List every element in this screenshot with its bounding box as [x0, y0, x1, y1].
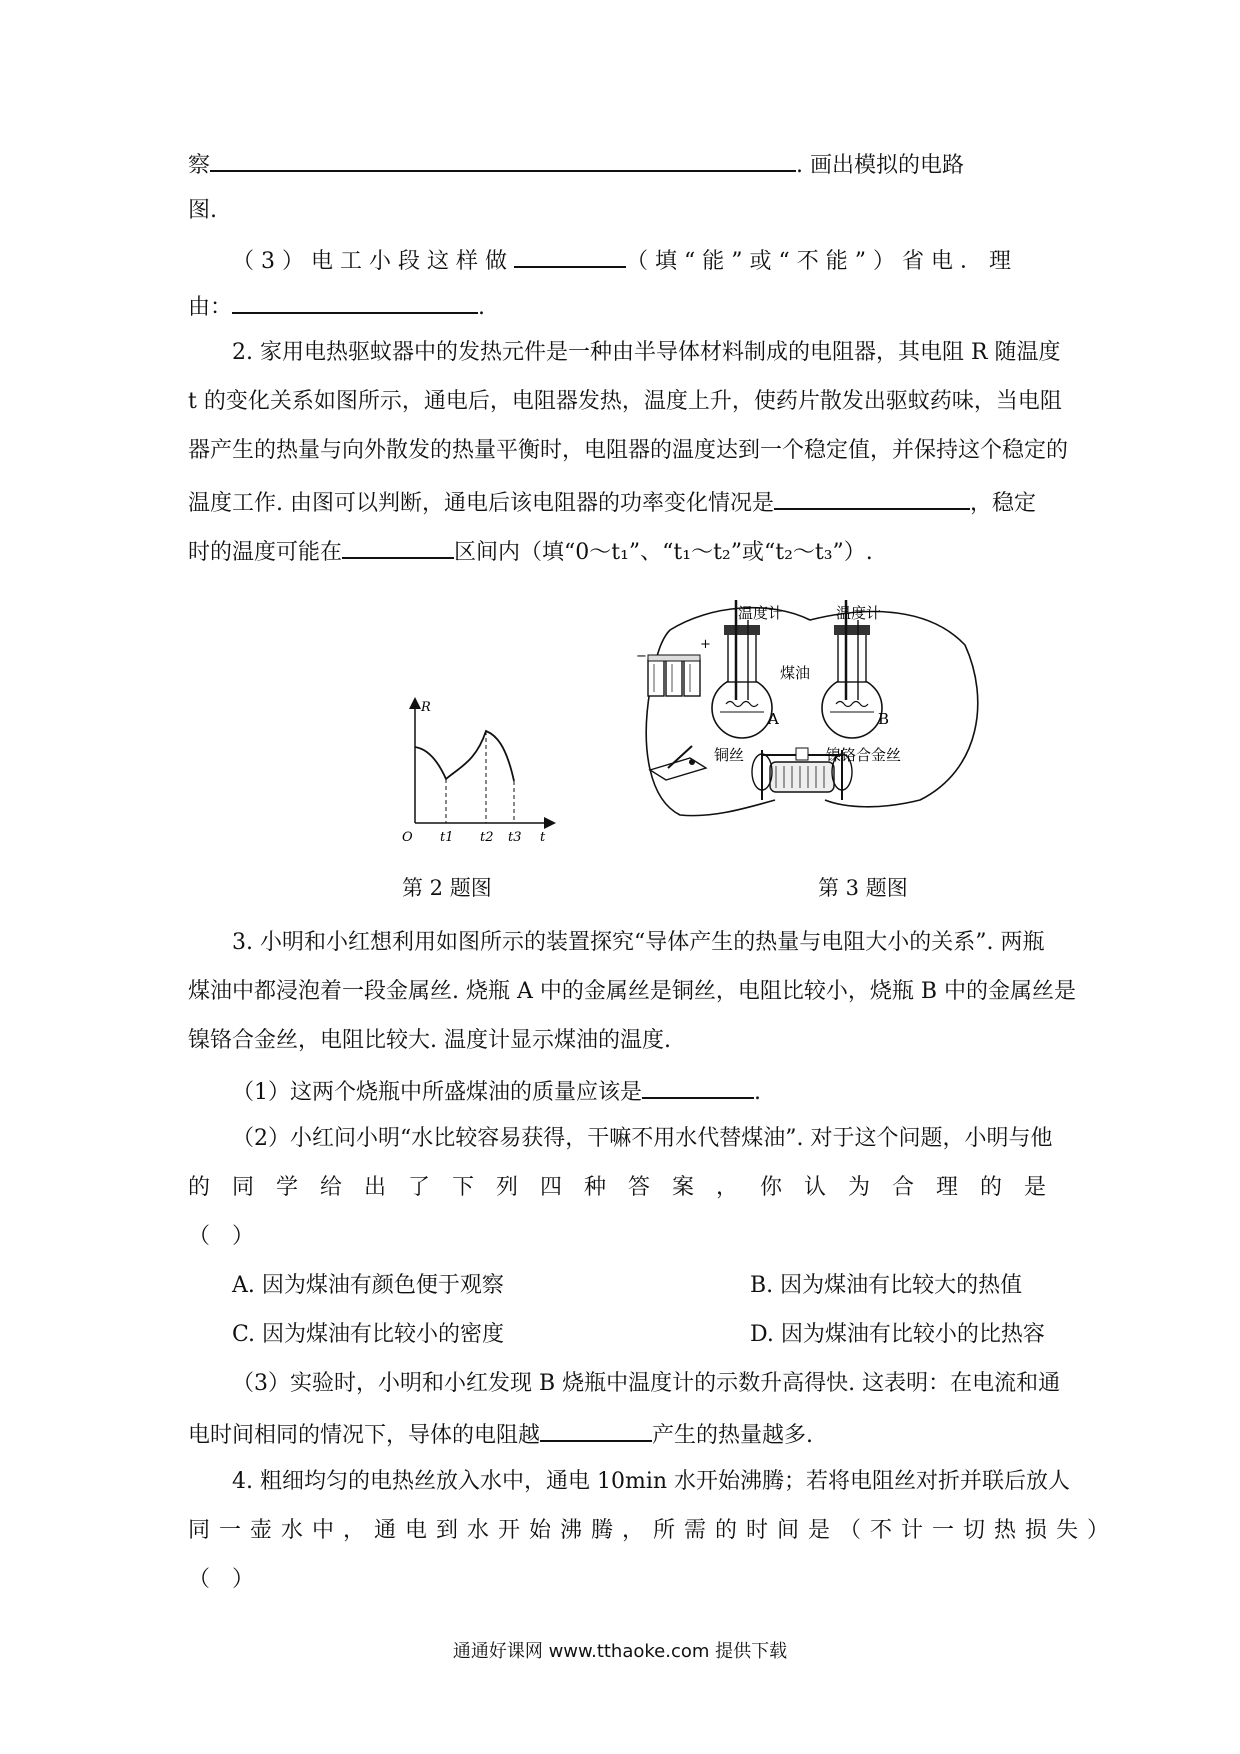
figure-3-apparatus — [630, 600, 1002, 855]
answer-blank-5[interactable] — [342, 535, 454, 559]
line8-start: 温度工作. 由图可以判断，通电后该电阻器的功率变化情况是 — [188, 491, 774, 516]
answer-blank-3[interactable] — [232, 290, 478, 314]
tick-t1: t1 — [440, 830, 454, 845]
resistance-curve — [415, 731, 514, 781]
x-axis-label: t — [540, 830, 546, 845]
answer-blank-1[interactable] — [210, 148, 796, 172]
text-line-16: （ ） — [188, 1224, 255, 1249]
line3-start: （3）电工小段这样做 — [232, 249, 514, 274]
flask-a-label: A — [768, 710, 779, 728]
text-line-15: 的同学给出了下列四种答案，你认为合理的是 — [188, 1175, 1069, 1200]
text-line-21: （ ） — [188, 1567, 255, 1592]
plus-label: + — [700, 637, 711, 652]
answer-blank-7[interactable] — [540, 1418, 652, 1442]
footer-credit: 通通好课网 www.tthaoke.com 提供下载 — [452, 1641, 788, 1662]
text-line-14: （2）小红问小明“水比较容易获得，干嘛不用水代替煤油”. 对于这个问题，小明与他 — [232, 1126, 1053, 1151]
text-line-4 — [188, 290, 1060, 323]
text-line-6: t 的变化关系如图所示，通电后，电阻器发热，温度上升，使药片散发出驱蚊药味，当电阻 — [188, 389, 1062, 414]
line9-end: 区间内（填“0～t₁”、“t₁～t₂”或“t₂～t₃”）. — [454, 540, 873, 565]
kerosene-label: 煤油 — [780, 664, 811, 682]
option-d[interactable]: D. 因为煤油有比较小的比热容 — [750, 1322, 1045, 1347]
line4-start: 由： — [188, 295, 233, 320]
line8-end: ，稳定 — [970, 491, 1037, 516]
figure-3-caption: 第 3 题图 — [818, 876, 908, 900]
switch-icon — [650, 746, 706, 780]
y-axis-label: R — [421, 700, 431, 715]
text-line-5: 2. 家用电热驱蚊器中的发热元件是一种由半导体材料制成的电阻器，其电阻 R 随温度 — [232, 340, 1061, 365]
answer-blank-2[interactable] — [514, 244, 626, 268]
option-c[interactable]: C. 因为煤油有比较小的密度 — [232, 1322, 505, 1347]
line3-end: （填“能”或“不能”）省电．理 — [626, 249, 1018, 274]
option-b[interactable]: B. 因为煤油有比较大的热值 — [750, 1273, 1023, 1298]
text-line-7: 器产生的热量与向外散发的热量平衡时，电阻器的温度达到一个稳定值，并保持这个稳定的 — [188, 438, 1069, 463]
nichrome-wire-label: 镍铬合金丝 — [826, 746, 902, 764]
copper-wire-label: 铜丝 — [714, 746, 745, 764]
text-line-3 — [232, 244, 1060, 277]
line9-start: 时的温度可能在 — [188, 540, 343, 565]
answer-blank-4[interactable] — [774, 486, 970, 510]
figure-2-caption: 第 2 题图 — [402, 876, 492, 900]
text-line-18 — [188, 1418, 1060, 1451]
line4-end: . — [478, 295, 486, 320]
thermometer-label-left: 温度计 — [738, 604, 784, 622]
line13-end: . — [754, 1080, 761, 1105]
line1-start: 察 — [188, 153, 211, 178]
line1-end: . 画出模拟的电路 — [796, 153, 965, 178]
option-a[interactable]: A. 因为煤油有颜色便于观察 — [232, 1273, 504, 1298]
battery-icon — [648, 655, 700, 696]
flask-b-label: B — [878, 710, 890, 728]
tick-t3: t3 — [508, 830, 522, 845]
answer-blank-6[interactable] — [642, 1075, 754, 1099]
text-line-19: 4. 粗细均匀的电热丝放入水中，通电 10min 水开始沸腾；若将电阻丝对折并联后放人 — [232, 1469, 1071, 1494]
text-line-8 — [188, 486, 1060, 519]
text-line-11: 煤油中都浸泡着一段金属丝. 烧瓶 A 中的金属丝是铜丝，电阻比较小，烧瓶 B 中的金属丝是 — [188, 979, 1077, 1004]
line18-start: 电时间相同的情况下，导体的电阻越 — [188, 1423, 541, 1448]
figure-2-graph — [400, 695, 560, 850]
thermometer-label-right: 温度计 — [836, 604, 882, 622]
tick-t2: t2 — [480, 830, 494, 845]
text-line-2: 图. — [188, 198, 217, 223]
text-line-12: 镍铬合金丝，电阻比较大. 温度计显示煤油的温度. — [188, 1028, 671, 1053]
line13-start: （1）这两个烧瓶中所盛煤油的质量应该是 — [232, 1080, 642, 1105]
text-line-10: 3. 小明和小红想利用如图所示的装置探究“导体产生的热量与电阻大小的关系”. 两瓶 — [232, 930, 1045, 955]
line18-end: 产生的热量越多. — [652, 1423, 814, 1448]
text-line-13 — [232, 1075, 1060, 1108]
text-line-1 — [188, 148, 1060, 181]
origin-label: O — [402, 830, 413, 845]
text-line-20: 同一壶水中，通电到水开始沸腾，所需的时间是（不计一切热损失） — [188, 1518, 1119, 1543]
text-line-9 — [188, 535, 1060, 568]
minus-label: − — [636, 649, 647, 664]
text-line-17: （3）实验时，小明和小红发现 B 烧瓶中温度计的示数升高得快. 这表明：在电流和通 — [232, 1371, 1061, 1396]
